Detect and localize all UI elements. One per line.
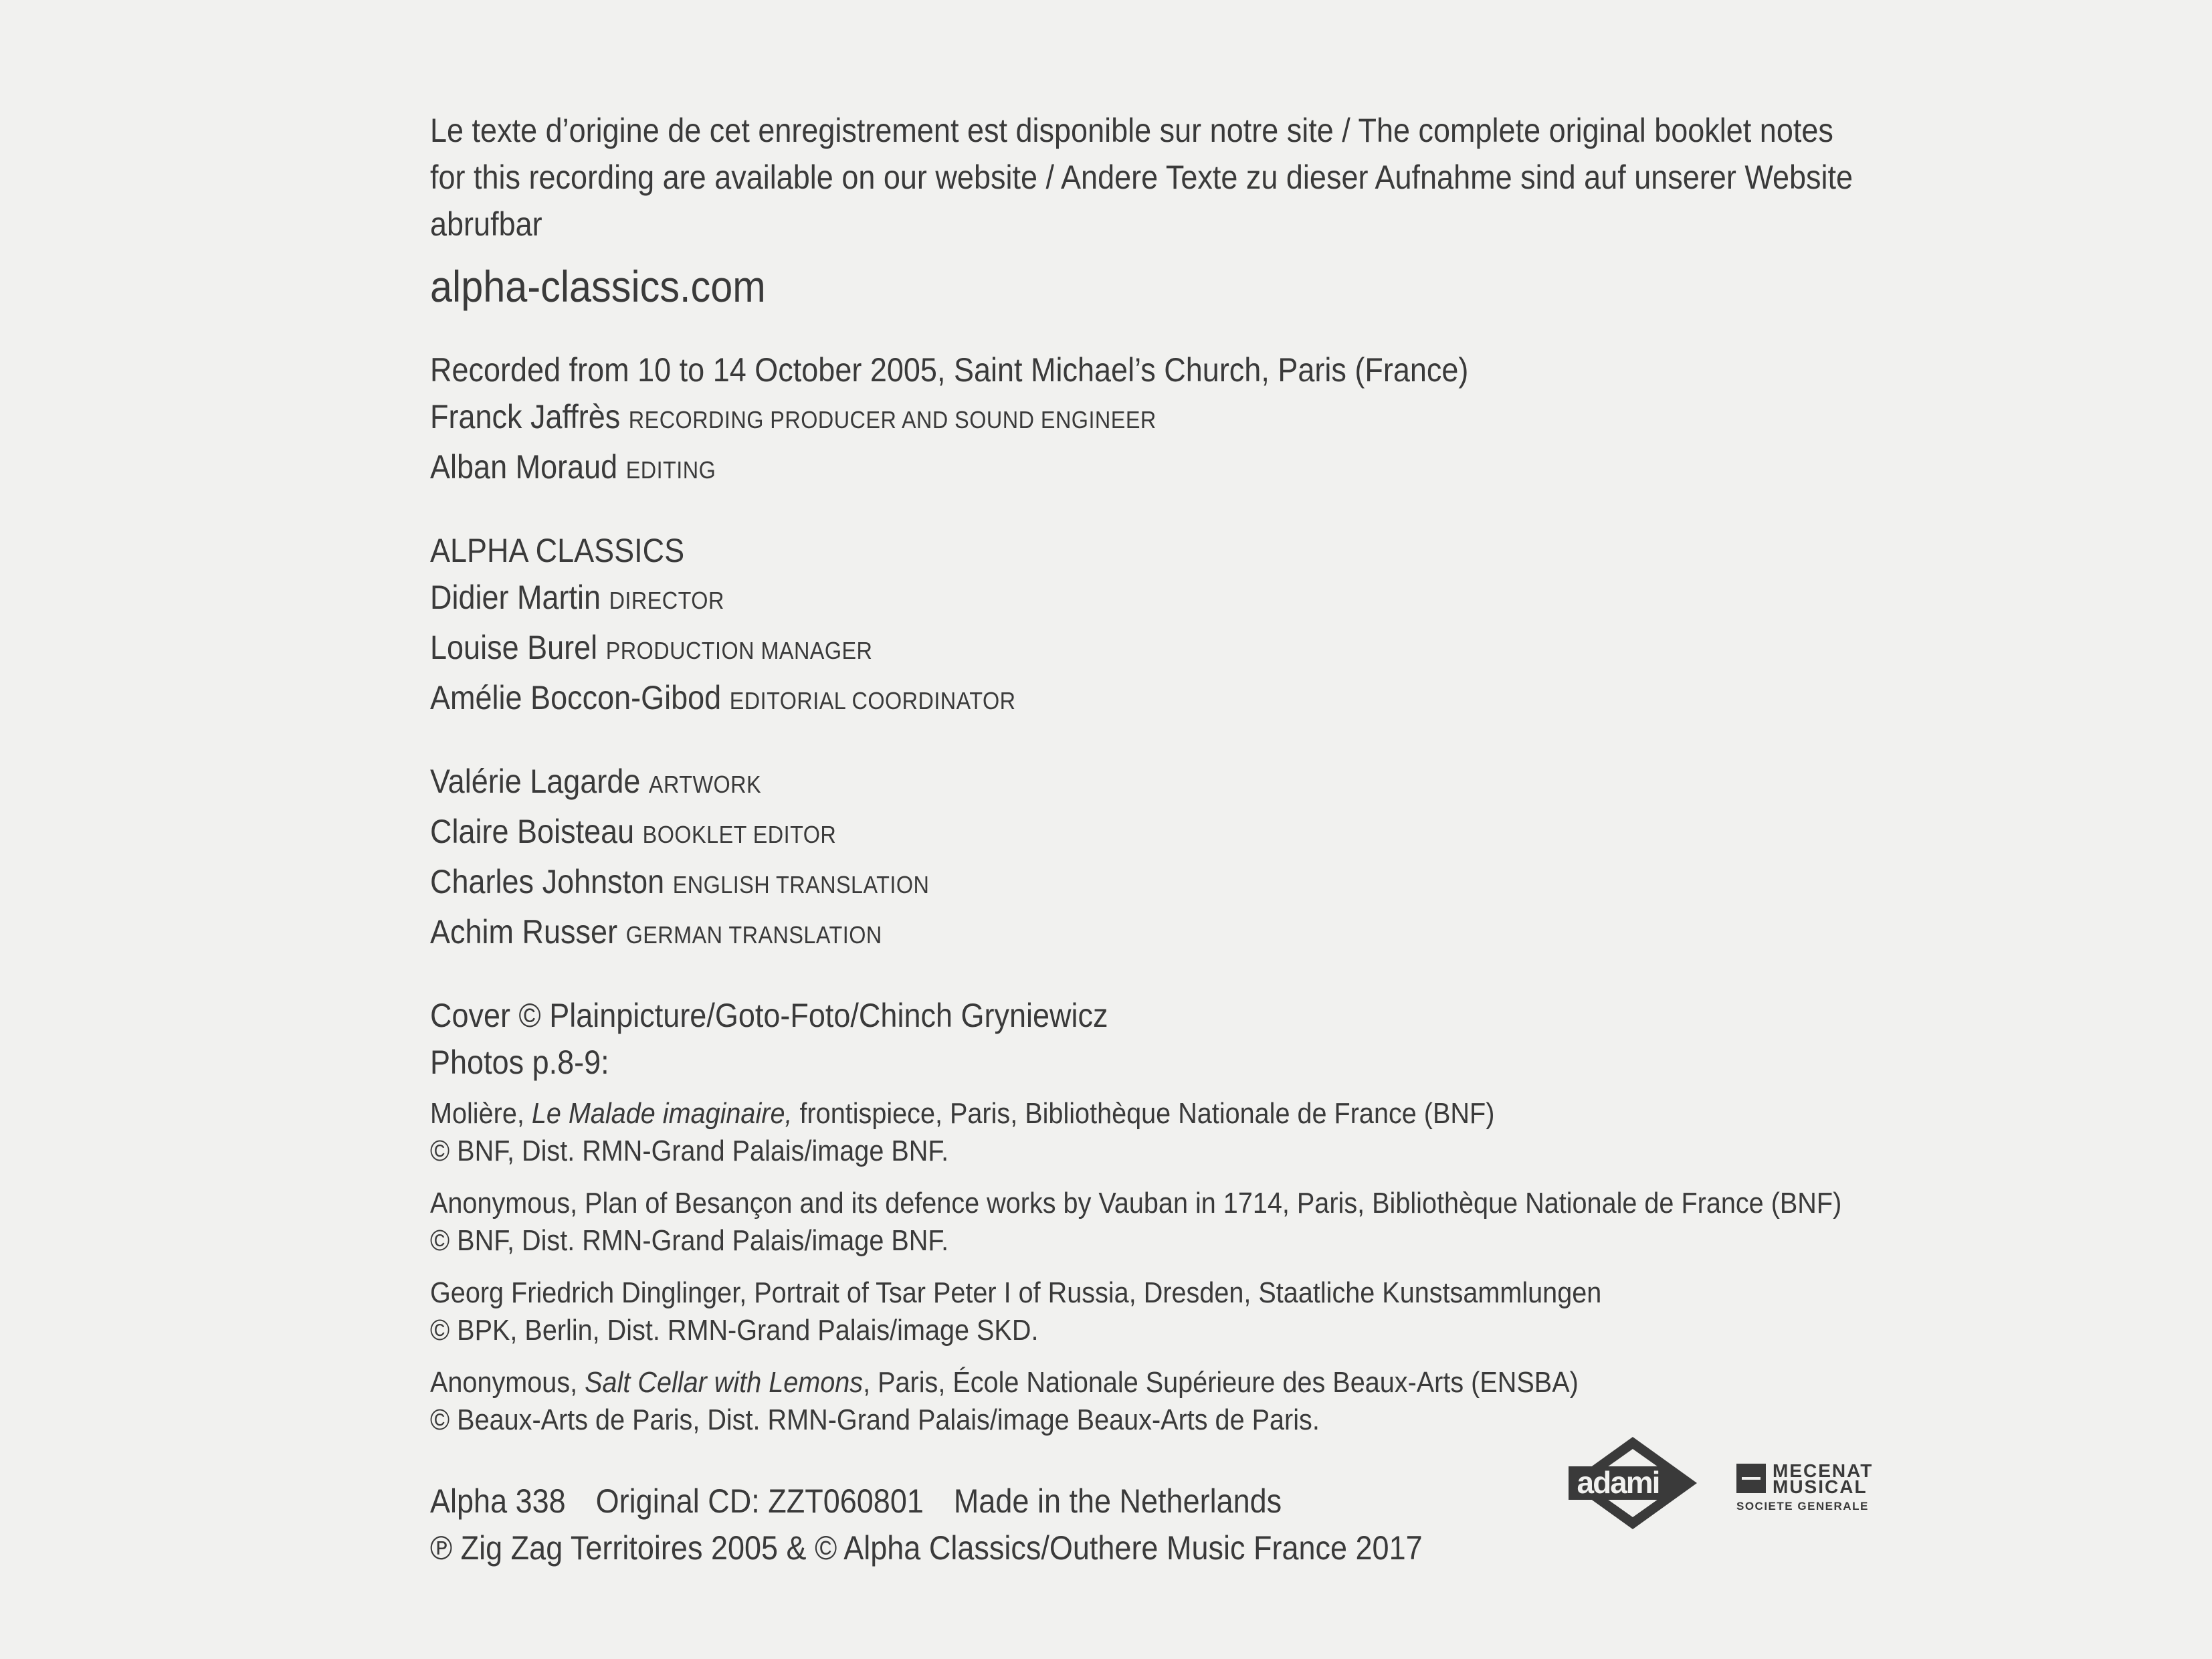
societe-generale-text: SOCIETE GENERALE: [1736, 1500, 1869, 1512]
credit-line: [430, 393, 1706, 444]
credit-name: Louise Burel: [430, 629, 598, 666]
label-heading: ALPHA CLASSICS: [430, 532, 685, 569]
credit-role: BOOKLET EDITOR: [642, 821, 837, 848]
recording-block: [430, 347, 1848, 494]
caption-text: Anonymous, Plan of Besançon and its defence works by Vauban in 1714, Paris, Bibliothèque Nationale de France (BNF): [430, 1187, 1842, 1219]
caption-text: frontispiece, Paris, Bibliothèque Nationale de France (BNF): [792, 1097, 1495, 1130]
credit-role: GERMAN TRANSLATION: [625, 921, 882, 949]
photo-credit: [430, 1274, 1848, 1349]
credit-line: [430, 574, 1706, 624]
recording-line: Recorded from 10 to 14 October 2005, Saint Michael’s Church, Paris (France): [430, 351, 1469, 389]
photo-credit: [430, 1095, 1848, 1170]
photo-copyright: © Beaux-Arts de Paris, Dist. RMN-Grand Palais/image Beaux-Arts de Paris.: [430, 1403, 1320, 1436]
caption-text: Anonymous,: [430, 1366, 585, 1399]
credit-line: [430, 624, 1706, 674]
intro-text: Le texte d’origine de cet enregistrement est disponible sur notre site / The complete original booklet notes for this recording are available on our website / Andere Texte zu dieser Aufnahme sind auf unserer Website abrufbar: [430, 112, 1853, 243]
credit-role: EDITORIAL COORDINATOR: [729, 687, 1016, 714]
credit-role: PRODUCTION MANAGER: [605, 637, 873, 664]
credit-name: Charles Johnston: [430, 863, 665, 900]
photo-caption: [430, 1095, 1706, 1133]
adami-logo: [1569, 1437, 1697, 1529]
credit-name: Franck Jaffrès: [430, 398, 621, 435]
adami-logo-icon: [1569, 1437, 1697, 1529]
mecenat-text: MECENAT: [1773, 1460, 1874, 1481]
credit-name: Achim Russer: [430, 913, 618, 951]
original-cd: Original CD: ZZT060801: [595, 1482, 924, 1520]
cover-credit: Cover © Plainpicture/Goto-Foto/Chinch Gryniewicz: [430, 997, 1108, 1034]
catalog-line: [430, 1478, 1706, 1525]
caption-text: Molière,: [430, 1097, 532, 1130]
photo-credit: [430, 1185, 1848, 1260]
credit-line: [430, 858, 1706, 908]
catalog-number: Alpha 338: [430, 1482, 566, 1520]
credit-name: Alban Moraud: [430, 448, 618, 486]
credit-line: [430, 758, 1706, 808]
credit-role: ENGLISH TRANSLATION: [672, 871, 930, 898]
mecenat-musical-logo: [1736, 1462, 1890, 1513]
caption-title: Le Malade imaginaire,: [531, 1097, 793, 1130]
photo-copyright: © BNF, Dist. RMN-Grand Palais/image BNF.: [430, 1224, 949, 1257]
photo-caption: [430, 1185, 1842, 1222]
photo-credit: [430, 1364, 1848, 1439]
credit-line: [430, 444, 1706, 494]
photo-caption: [430, 1364, 1706, 1401]
credit-name: Valérie Lagarde: [430, 763, 641, 800]
credit-line: [430, 908, 1706, 959]
credits-column: [430, 107, 1853, 1571]
adami-logo-text: adami: [1577, 1465, 1660, 1500]
mecenat-mark-icon: [1736, 1464, 1766, 1493]
booklet-block: [430, 758, 1848, 959]
credit-role: EDITING: [625, 456, 716, 484]
caption-title: Salt Cellar with Lemons: [585, 1366, 864, 1399]
credit-line: [430, 674, 1706, 724]
made-in: Made in the Netherlands: [953, 1482, 1282, 1520]
credit-name: Amélie Boccon-Gibod: [430, 679, 722, 716]
credit-role: RECORDING PRODUCER AND SOUND ENGINEER: [628, 406, 1157, 433]
credit-role: ARTWORK: [648, 771, 762, 798]
caption-text: Georg Friedrich Dinglinger, Portrait of Tsar Peter I of Russia, Dresden, Staatliche Kunstsammlungen: [430, 1276, 1602, 1309]
label-block: [430, 527, 1848, 724]
musical-text: MUSICAL: [1773, 1476, 1868, 1497]
photo-credits: [430, 1095, 1848, 1439]
credit-name: Claire Boisteau: [430, 813, 635, 850]
caption-text: , Paris, École Nationale Supérieure des Beaux-Arts (ENSBA): [863, 1366, 1579, 1399]
photo-copyright: © BNF, Dist. RMN-Grand Palais/image BNF.: [430, 1135, 949, 1167]
image-credits-block: [430, 992, 1848, 1439]
credit-role: DIRECTOR: [609, 587, 724, 614]
photo-caption: [430, 1274, 1706, 1312]
photos-heading: Photos p.8-9:: [430, 1044, 609, 1081]
credit-name: Didier Martin: [430, 579, 601, 616]
photo-copyright: © BPK, Berlin, Dist. RMN-Grand Palais/image SKD.: [430, 1314, 1039, 1347]
copyright-line: ℗ Zig Zag Territoires 2005 & © Alpha Classics/Outhere Music France 2017: [430, 1529, 1423, 1567]
website-link[interactable]: alpha-classics.com: [430, 262, 766, 311]
credit-line: [430, 808, 1706, 858]
